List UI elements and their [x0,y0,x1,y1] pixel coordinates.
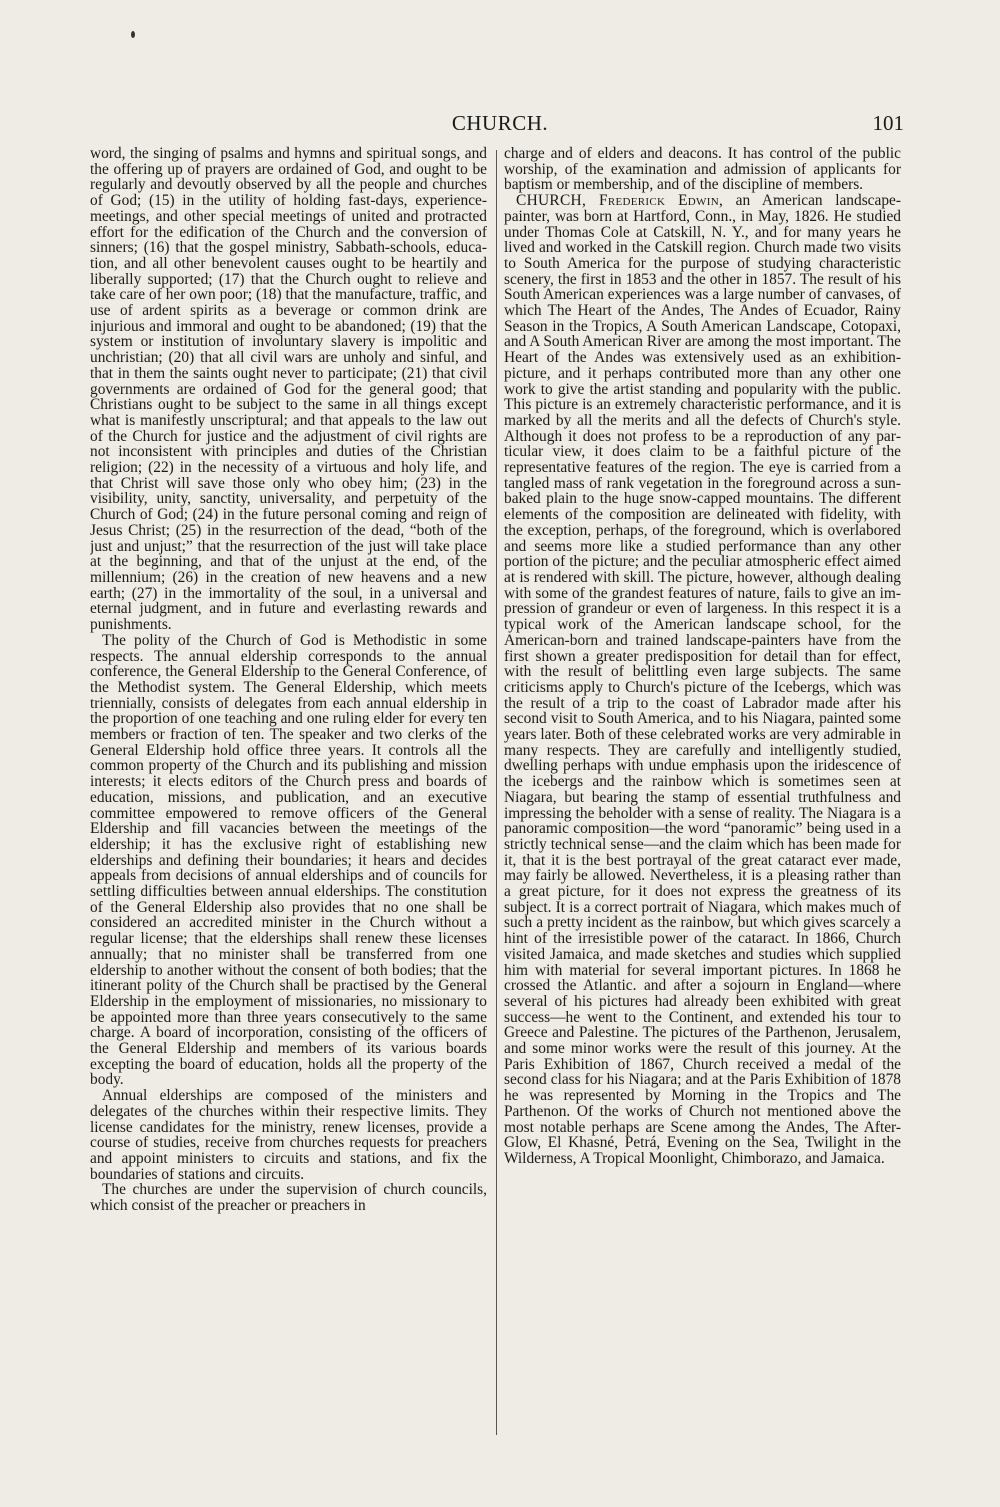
paragraph-continued-beliefs: word, the singing of psalms and hymns and spiritual songs, and the offering up of prayers are ordained of God, and ought to be regularly and devoutly observed by all the people and churches of God; (15) in the utility of holding fast-days, experience-meetings, and other special meetings of united and protracted effort for the edification of the Church and the conversion of sinners; (16) that the gospel ministry, Sabbath-schools, education, and all other benevolent causes ought to be heartily and liberally supported; (17) that the Church ought to relieve and take care of her own poor; (18) that the manufacture, traffic, and use of ardent spirits as a beverage or common drink are injurious and immoral and ought to be abandoned; (19) that the system or institution of involuntary slavery is impolitic and unchristian; (20) that all civil wars are unholy and sinful, and that in them the saints ought never to participate; (21) that civil governments are ordained of God for the general good; that Christians ought to be subject to the same in all things except what is manifestly unscriptural; and that appeals to the law out of the Church for justice and the adjustment of civil rights are not inconsistent with principles and duties of the Christian religion; (22) in the necessity of a virtuous and holy life, and that Christ will save those only who obey him; (23) in the visibility, unity, sanctity, universality, and perpetuity of the Church of God; (24) in the future personal coming and reign of Jesus Christ; (25) in the resurrection of the dead, “both of the just and unjust;” that the resurrection of the just will take place at the beginning, and that of the unjust at the end, of the millennium; (26) in the creation of new heavens and a new earth; (27) in the immortality of the soul, in a universal and eternal judgment, and in future and everlasting rewards and punishments. [90,146,487,634]
header-title: CHURCH. [451,111,549,135]
entry-headword: CHURCH, Frederick Edwin, [516,192,724,210]
page-number: 101 [872,111,904,135]
left-column [90,146,487,1466]
paragraph-annual-elderships: Annual elderships are composed of the ministers and delegates of the churches within their respective limits. They license candidates for the ministry, renew licenses, provide a course of studies, receive from churches requests for preachers and appoint ministers to circuits and stations, and fix the boundaries of stations and circuits. [90,1087,487,1183]
entry-church-frederick-edwin [504,193,901,1167]
paragraph-polity: The polity of the Church of God is Methodistic in some respects. The annual eldership corresponds to the annual conference, the General Eldership to the General Conference, of the Methodist system. The General Eldership, which meets triennially, consists of delegates from each annual eldership in the proportion of one teaching and one ruling elder for every ten members or fraction of ten. The speaker and two clerks of the General Eldership hold office three years. It controls all the common property of the Church and its publishing and mission interests; it elects editors of the Church press and boards of education, missions, and publication, and an executive committee empowered to remove officers of the General Eldership and fill vacancies between the meetings of the eldership; it has the exclusive right of establishing new elderships and defining their boundaries; it hears and decides appeals from decisions of annual elderships and of councils for settling difficulties between annual elderships. The constitution of the General Eldership also provides that no one shall be considered an accredited minister in the Church without a regular license; that the elderships shall renew these licenses annually; that no minister shall be transferred from one eldership to another without the consent of both bodies; that the itinerant polity of the Church shall be practised by the General Eldership in the employment of missionaries, no missionary to be appointed more than three years consecutively to the same charge. A board of incorporation, consisting of the officers of the General Eldership and members of its various boards excepting the board of education, holds all the property of the body. [90,631,487,1089]
running-header [0,107,1000,137]
right-column [504,146,901,1466]
paragraph-councils-continued: charge and of elders and deacons. It has control of the public worship, of the examination and admission of applicants for baptism or membership, and of the discipline of members. [504,146,901,194]
paragraph-church-councils: The churches are under the supervision of church councils, which consist of the preacher or preachers in [90,1181,487,1215]
column-divider [496,150,497,1435]
ink-speck [131,31,135,38]
entry-body: an American landscape-painter, was born at Hartford, Conn., in May, 1826. He studied under Thomas Cole at Catskill, N. Y., and for many years he lived and worked in the Catskill region. Church made two visits to South America for the purpose of studying characteristic scenery, the first in 1853 and the other in 1857. The result of his South American experiences was a large number of canvases, of which The Heart of the Andes, The Andes of Ecuador, Rainy Season in the Tropics, A South American Landscape, Cotopaxi, and A South American River are among the most important. The Heart of the Andes was extensively used as an exhibition-picture, and it perhaps contributed more than any other one work to give the artist standing and popularity with the public. This picture is an extremely characteristic performance, and it is marked by all the merits and all the defects of Church's style. Although it does not profess to be a reproduction of any particular view, it does claim to be a faithful picture of the representative features of the region. The eye is carried from a tangled mass of rank vegetation in the foreground across a sun-baked plain to the huge snow-capped mountains. The different elements of the composition are delineated with fidelity, with the exception, perhaps, of the foreground, which is overlabored and seems more like a studied performance than any other portion of the picture; and the peculiar atmospheric effect aimed at is rendered with skill. The picture, however, although dealing with some of the grandest features of nature, fails to give an impression of grandeur or even of largeness. In this respect it is a typical work of the American landscape school, for the American-born and trained landscape-painters have from the first shown a greater predisposition for detail than for effect, with the result of belittling even large subjects. The same criticisms apply to Church's picture of the Icebergs, which was the result of a trip to the coast of Labrador made after his second visit to South America, and to his Niagara, painted some years later. Both of these celebrated works are very admirable in many respects. They are carefully and intelligently studied, dwelling perhaps with undue emphasis upon the iridescence of the icebergs and the rainbow which is sometimes seen at Niagara, but bearing the stamp of essential truthfulness and impressing the beholder with a sense of reality. The Niagara is a panoramic composition—the word “panoramic” being used in a strictly technical sense—and the claim which has been made for it, that it is the best portrayal of the great cataract ever made, may fairly be allowed. Nevertheless, it is a pleasing rather than a great picture, for it does not express the greatness of its subject. It is a correct portrait of Niagara, which makes much of such a pretty incident as the rainbow, but which gives scarcely a hint of the irresistible power of the cataract. In 1866, Church visited Jamaica, and made sketches and studies which supplied him with material for several important pictures. In 1868 he crossed the Atlantic. and after a sojourn in England—where several of his pictures had already been exhibited with great success—he went to the Continent, and extended his tour to Greece and Palestine. The pictures of the Parthenon, Jerusalem, and some minor works were the result of this journey. At the Paris Exhibition of 1867, Church received a medal of the second class for his Niagara; and at the Paris Exhibition of 1878 he was represented by Morning in the Tropics and The Parthenon. Of the works of Church not mentioned above the most notable perhaps are Scene among the Andes, The After-Glow, El Khasné, Petrá, Evening on the Sea, Twilight in the Wilderness, A Tropical Moonlight, Chimborazo, and Jamaica. [504,192,901,1167]
